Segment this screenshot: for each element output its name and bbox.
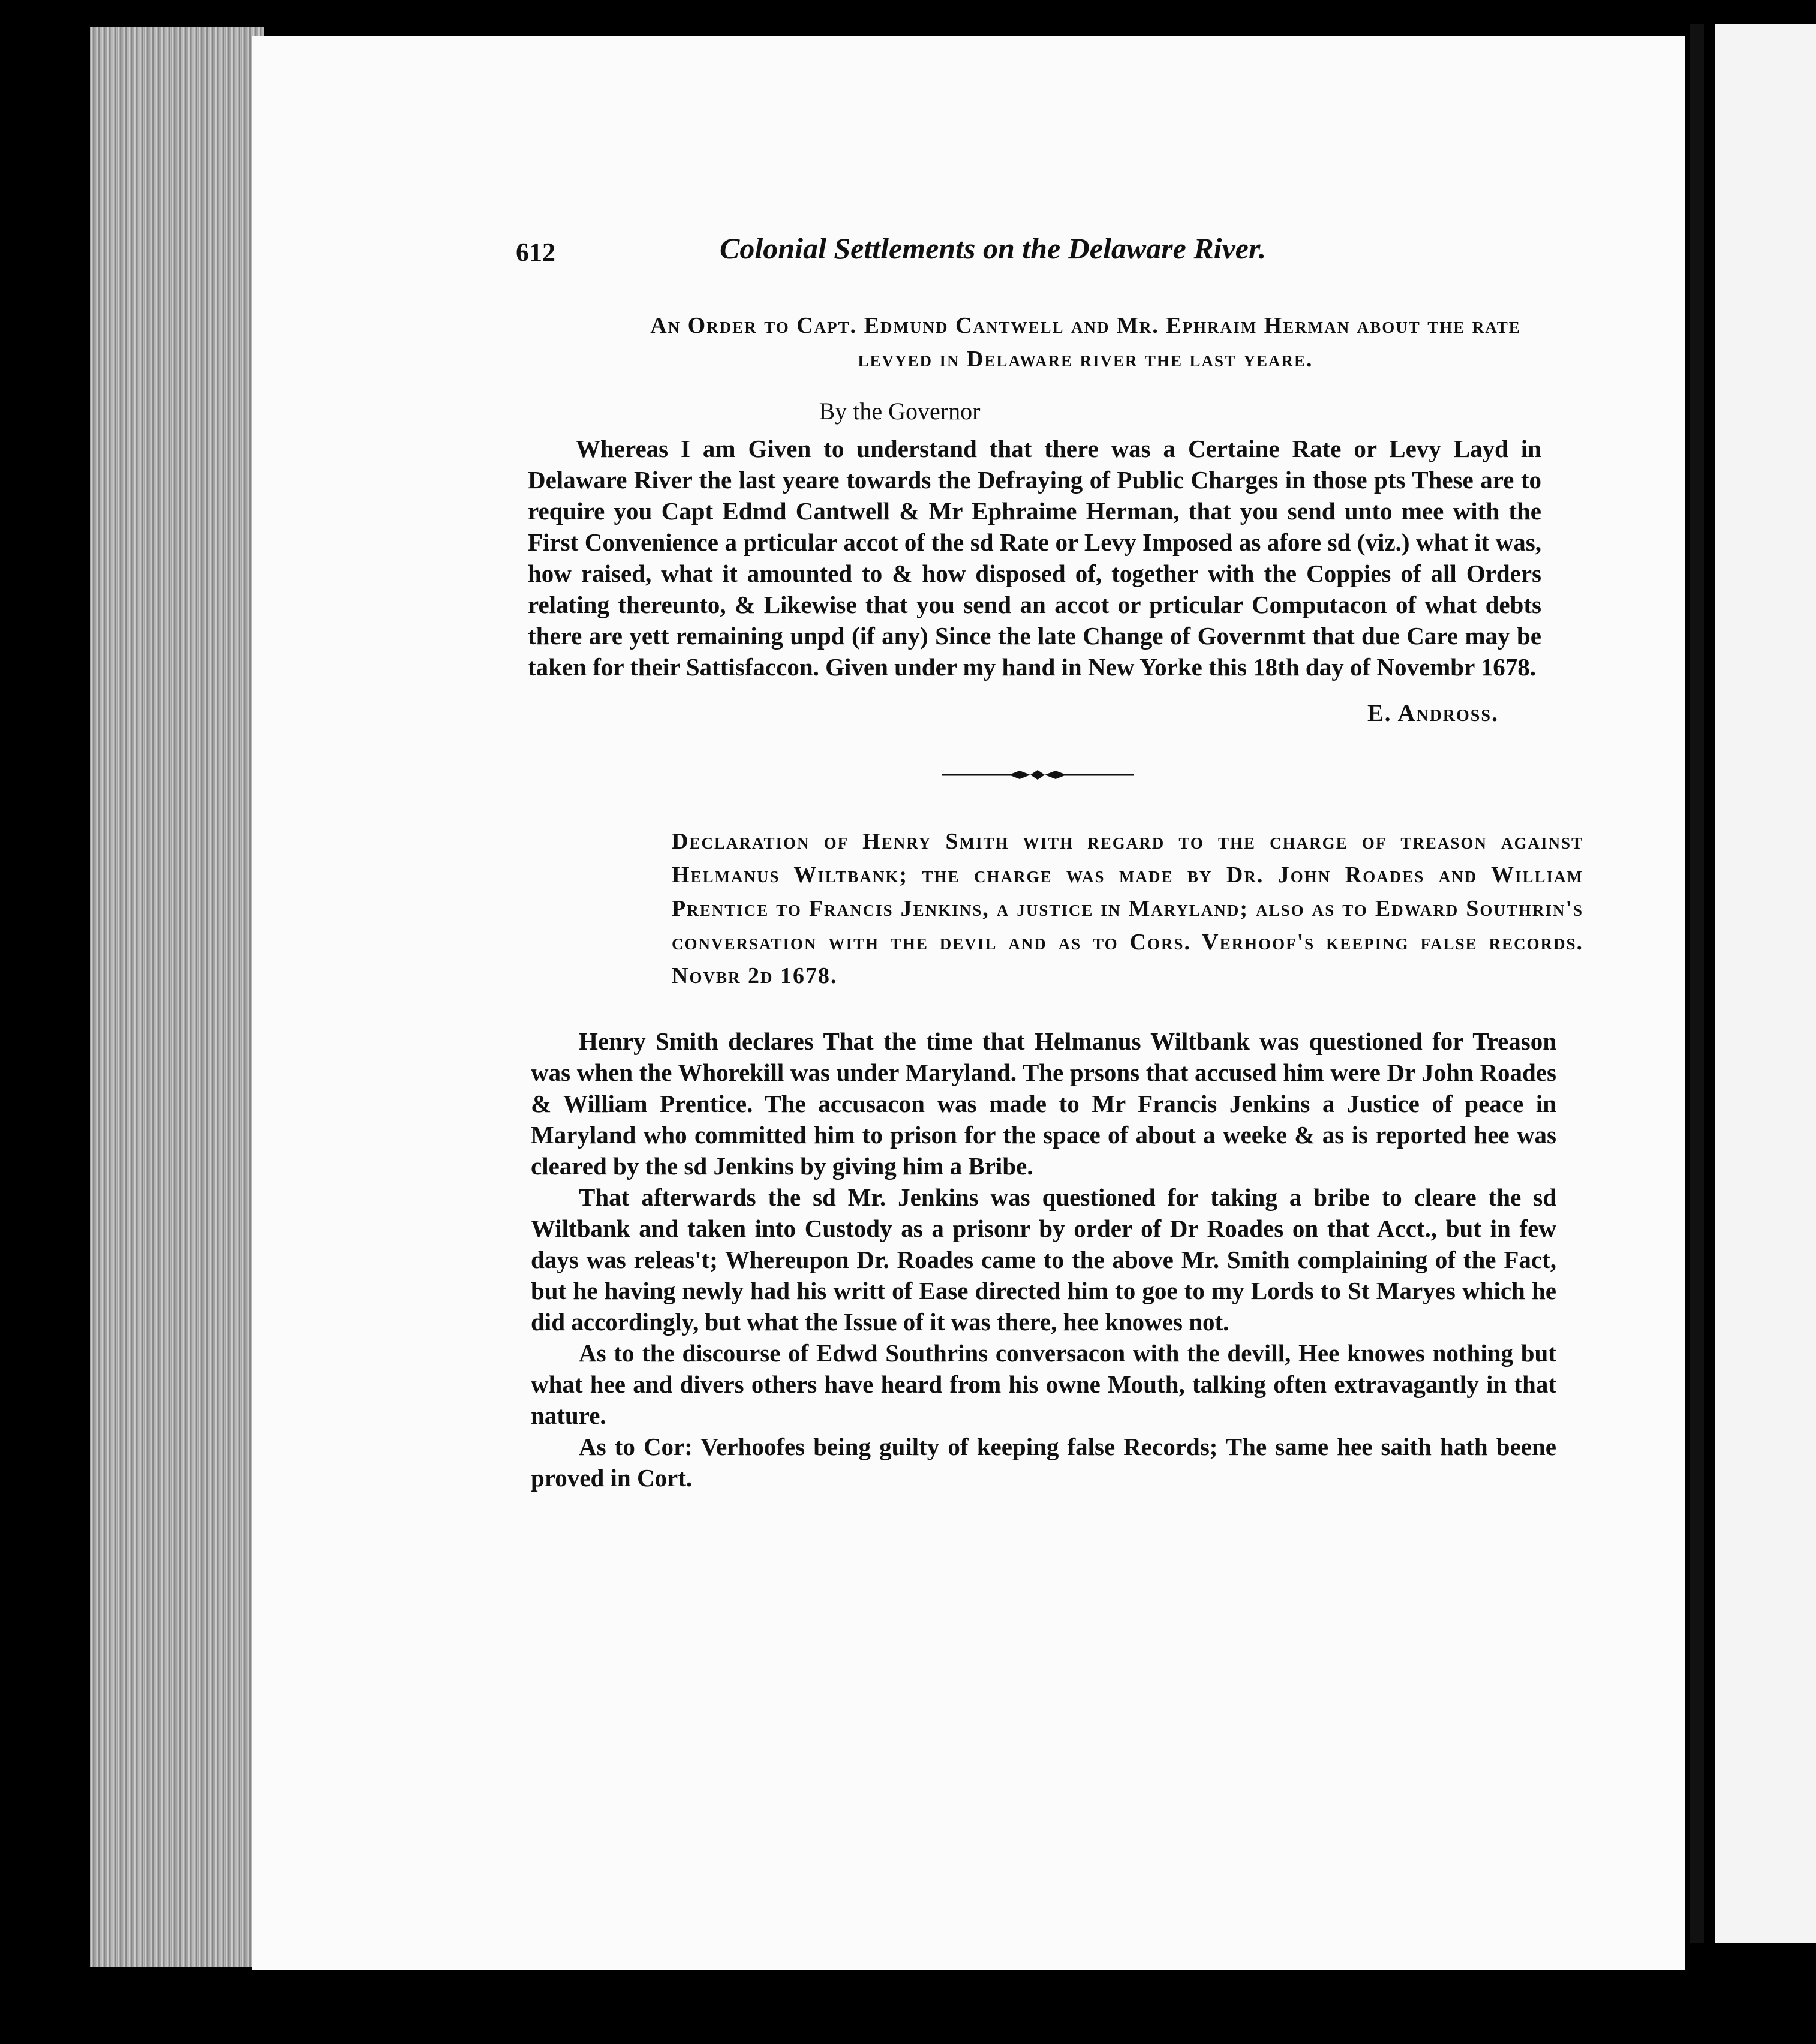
declaration-paragraph: As to the discourse of Edwd Southrins conversacon with the devill, Hee knowes nothing but what hee and divers others have heard from his owne Mouth, talking often extravagantly in that nature. [531, 1339, 1556, 1429]
running-title: Colonial Settlements on the Delaware River. [720, 232, 1267, 265]
order-signature: E. Andross. [1367, 699, 1499, 726]
running-head [516, 231, 1355, 273]
declaration-paragraph: As to Cor: Verhoofes being guilty of keeping false Records; The same hee saith hath beene proved in Cort. [531, 1433, 1556, 1492]
declaration-paragraph: That afterwards the sd Mr. Jenkins was questioned for taking a bribe to cleare the sd Wiltbank and taken into Custody as a prisonr by order of Dr Roades on that Acct., but in few days was releas't; Whereupon Dr. Roades came to the above Mr. Smith complaining of the Fact, but he having newly had his writt of Ease directed him to goe to my Lords to St Maryes which he did accordingly, but what the Issue of it was there, hee knowes not. [531, 1183, 1556, 1336]
order-salutation: By the Governor [819, 398, 981, 425]
declaration-body [531, 1026, 1556, 1493]
facing-page-strip [1715, 24, 1816, 1943]
order-body: Whereas I am Given to understand that there was a Certaine Rate or Levy Layd in Delaware River the last yeare towards the Defraying of Public Charges in those pts These are to require you Capt Edmd Cantwell & Mr Ephraime Herman, that you send unto mee with the First Convenience a prticular accot of the sd Rate or Levy Imposed as afore sd (viz.) what it was, how raised, what it amounted to & how disposed of, together with the Coppies of all Orders relating thereunto, & Likewise that you send an accot or prticular Computacon of what debts there are yett remaining unpd (if any) Since the late Change of Governmt that due Care may be taken for their Sattisfaccon. Given under my hand in New Yorke this 18th day of Novembr 1678. [528, 435, 1541, 681]
declaration-heading: Declaration of Henry Smith with regard to the charge of treason against Helmanus Wiltbank; the charge was made by Dr. John Roades and William Prentice to Francis Jenkins, a justice in Maryland; also as to Edward Southrin's conversation with the devil and as to Cors. Verhoof's keeping false records. Novbr 2d 1678. [672, 829, 1583, 988]
gutter-shadow [1690, 24, 1704, 1943]
ornament-rule-icon [942, 763, 1134, 787]
order-heading: An Order to Capt. Edmund Cantwell and Mr. Ephraim Herman about the rate levyed in Delaware river the last yeare. [650, 313, 1521, 372]
page-number: 612 [516, 238, 555, 267]
declaration-paragraph: Henry Smith declares That the time that Helmanus Wiltbank was questioned for Treason was when the Whorekill was under Maryland. The prsons that accused him were Dr John Roades & William Prentice. The accusacon was made to Mr Francis Jenkins a Justice of peace in Maryland who committed him to prison for the space of about a weeke & as is reported hee was cleared by the sd Jenkins by giving him a Bribe. [531, 1027, 1556, 1180]
book-page-edges [90, 27, 264, 1967]
